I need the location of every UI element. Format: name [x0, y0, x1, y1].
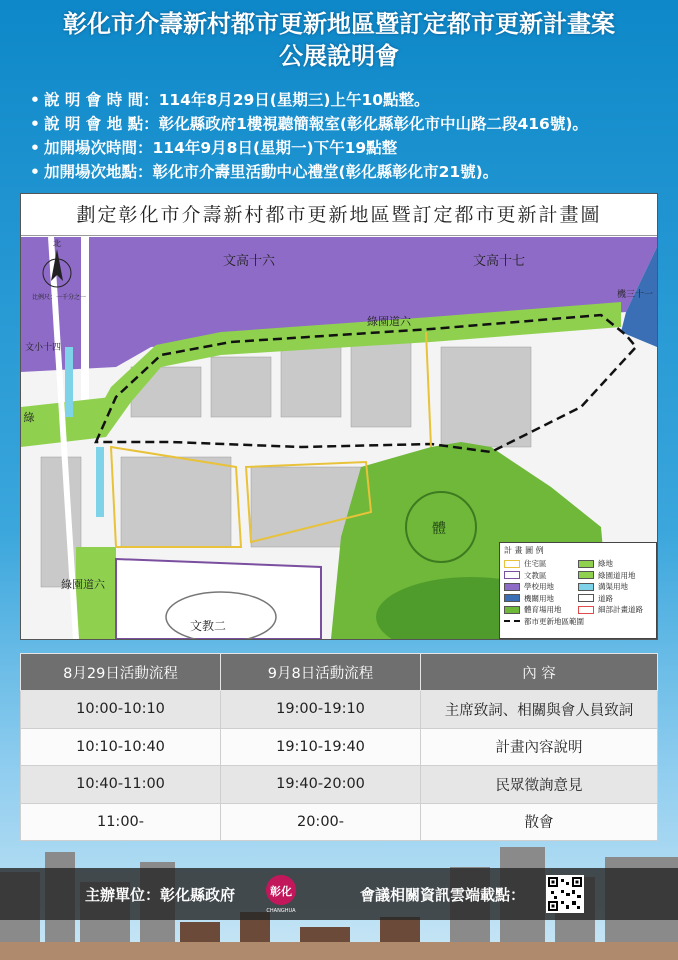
table-row	[21, 691, 658, 729]
legend-swatch	[578, 606, 594, 614]
legend-swatch	[504, 594, 520, 602]
legend-item	[578, 593, 652, 605]
info-item-time	[30, 88, 670, 112]
bullet-icon: •	[30, 163, 40, 181]
map-title: 劃定彰化市介壽新村都市更新地區暨訂定都市更新計畫圖	[21, 194, 657, 236]
cell-sep8-time: 19:00-19:10	[221, 691, 421, 729]
legend-label: 學校用地	[524, 582, 554, 592]
legend-swatch	[578, 583, 594, 591]
logo-sub: CHANGHUA	[266, 908, 296, 914]
legend-item	[504, 604, 578, 616]
legend-label: 文教區	[524, 570, 547, 580]
info-value: 114年8月29日(星期三)上午10點整。	[158, 91, 430, 109]
legend-item	[578, 558, 652, 570]
legend-label: 機關用地	[524, 593, 554, 603]
legend-item	[504, 593, 578, 605]
legend-label: 綠園道用地	[598, 570, 636, 580]
cell-content: 散會	[421, 803, 658, 841]
cell-sep8-time: 19:40-20:00	[221, 766, 421, 804]
header-sep8: 9月8日活動流程	[221, 654, 421, 691]
cell-aug29-time: 11:00-	[21, 803, 221, 841]
map-legend	[499, 542, 657, 639]
cell-content: 計畫內容說明	[421, 728, 658, 766]
logo-text: 彰化	[270, 885, 292, 898]
cloud-download-label: 會議相關資訊雲端載點：	[360, 886, 526, 904]
label-green6-top: 綠園道六	[367, 315, 411, 328]
title-line-2: 公展說明會	[279, 42, 399, 70]
label-sports: 體	[432, 521, 446, 537]
plan-map	[20, 193, 658, 640]
cell-content: 主席致詞、相關與會人員致詞	[421, 691, 658, 729]
table-row	[21, 803, 658, 841]
legend-item	[578, 581, 652, 593]
info-label: 加開場次地點：	[44, 163, 153, 181]
legend-label: 住宅區	[524, 559, 547, 569]
label-green6-bottom: 綠園道六	[61, 578, 105, 591]
legend-label: 道路	[598, 593, 613, 603]
label-school17: 文高十七	[472, 254, 526, 269]
qr-code-icon[interactable]	[546, 875, 584, 913]
scale-label: 比例尺：一千分之一	[31, 294, 87, 301]
legend-swatch	[504, 571, 520, 579]
legend-item	[578, 604, 652, 616]
page-title	[0, 8, 678, 72]
info-value: 彰化市介壽里活動中心禮堂(彰化縣彰化市21號)。	[152, 163, 499, 181]
header-content: 內 容	[421, 654, 658, 691]
legend-label: 體育場用地	[524, 605, 562, 615]
title-line-1: 彰化市介壽新村都市更新地區暨訂定都市更新計畫案	[63, 10, 615, 38]
changhua-logo	[262, 874, 300, 914]
info-label: 說 明 會 時 間：	[44, 91, 159, 109]
legend-item	[578, 570, 652, 582]
legend-items	[504, 558, 652, 627]
cell-sep8-time: 20:00-	[221, 803, 421, 841]
cell-sep8-time: 19:10-19:40	[221, 728, 421, 766]
legend-swatch	[504, 606, 520, 614]
label-green: 綠	[23, 411, 35, 424]
legend-item	[504, 558, 578, 570]
legend-label: 都市更新地區範圍	[524, 616, 584, 626]
info-label: 加開場次時間：	[44, 139, 153, 157]
table-row	[21, 766, 658, 804]
legend-swatch	[504, 583, 520, 591]
legend-item	[504, 616, 652, 628]
legend-swatch	[578, 560, 594, 568]
cell-content: 民眾徵詢意見	[421, 766, 658, 804]
cell-aug29-time: 10:10-10:40	[21, 728, 221, 766]
legend-title: 計 畫 圖 例	[504, 546, 544, 555]
legend-swatch	[504, 560, 520, 568]
header-aug29: 8月29日活動流程	[21, 654, 221, 691]
table-row	[21, 728, 658, 766]
info-value: 114年9月8日(星期一)下午19點整	[152, 139, 398, 157]
info-item-extra-time	[30, 136, 670, 160]
label-edu2: 文教二	[189, 619, 227, 633]
legend-item	[504, 581, 578, 593]
bullet-icon: •	[30, 139, 40, 157]
label-machine31: 機三十一	[616, 290, 654, 300]
cell-aug29-time: 10:40-11:00	[21, 766, 221, 804]
info-value: 彰化縣政府1樓視聽簡報室(彰化縣彰化市中山路二段416號)。	[158, 115, 588, 133]
label-school14: 文小十四	[24, 343, 62, 353]
organizer-label: 主辦單位：彰化縣政府	[85, 886, 236, 904]
legend-item	[504, 570, 578, 582]
bullet-icon: •	[30, 115, 40, 133]
north-label: 北	[53, 239, 61, 248]
legend-swatch	[578, 594, 594, 602]
label-school16: 文高十六	[222, 254, 276, 269]
legend-swatch	[504, 620, 520, 622]
cell-aug29-time: 10:00-10:10	[21, 691, 221, 729]
legend-swatch	[578, 571, 594, 579]
schedule-table	[20, 653, 658, 841]
info-label: 說 明 會 地 點：	[44, 115, 159, 133]
meeting-info-list	[30, 88, 670, 184]
bullet-icon: •	[30, 91, 40, 109]
legend-label: 溝渠用地	[598, 582, 628, 592]
info-item-extra-place	[30, 160, 670, 184]
table-header-row	[21, 654, 658, 691]
legend-label: 綠地	[598, 559, 613, 569]
legend-label: 細部計畫道路	[598, 605, 643, 615]
info-item-place	[30, 112, 670, 136]
